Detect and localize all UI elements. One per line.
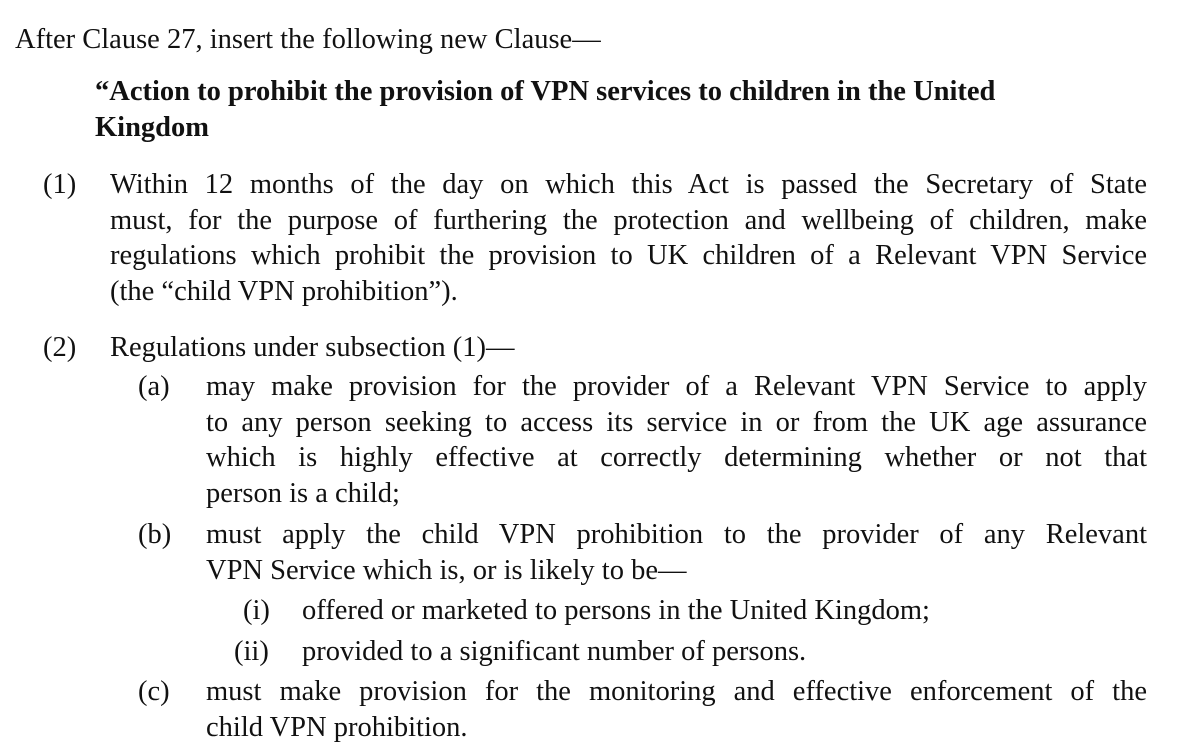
subsection-1-line: Within 12 months of the day on which this Act is passed the Secretary of State	[110, 169, 1147, 200]
clause-heading	[95, 74, 1155, 146]
paragraph-b-label: (b)	[138, 519, 172, 550]
subsection-1-text	[110, 167, 1147, 309]
paragraph-c-label: (c)	[138, 676, 170, 707]
paragraph-c-text	[206, 674, 1147, 745]
paragraph-c-line: must make provision for the monitoring and effective enforcement of the	[206, 676, 1147, 707]
paragraph-a-line: person is a child;	[206, 477, 400, 509]
paragraph-a-line: may make provision for the provider of a Relevant VPN Service to apply	[206, 371, 1147, 402]
paragraph-b-line: must apply the child VPN prohibition to the provider of any Relevant	[206, 519, 1147, 550]
paragraph-b-text	[206, 517, 1147, 588]
clause-heading-line-2: Kingdom	[95, 112, 210, 143]
paragraph-a-line: to any person seeking to access its service in or from the UK age assurance	[206, 406, 1147, 438]
subsection-1-line: (the “child VPN prohibition”).	[110, 275, 458, 307]
subsection-1-number: (1)	[43, 169, 77, 200]
subsection-1-line: regulations which prohibit the provision to UK children of a Relevant VPN Service	[110, 240, 1147, 271]
paragraph-a-line: which is highly effective at correctly determining whether or not that	[206, 442, 1147, 473]
subparagraph-ii-text: provided to a significant number of persons.	[302, 636, 807, 667]
subparagraph-i-text: offered or marketed to persons in the United Kingdom;	[302, 595, 930, 626]
subparagraph-ii-label: (ii)	[234, 636, 269, 667]
subparagraph-i-label: (i)	[243, 595, 270, 626]
subsection-1-line: must, for the purpose of furthering the protection and wellbeing of children, make	[110, 204, 1147, 236]
paragraph-a-text	[206, 369, 1147, 511]
paragraph-b-line: VPN Service which is, or is likely to be—	[206, 554, 687, 586]
subsection-2-number: (2)	[43, 332, 77, 363]
amendment-instruction: After Clause 27, insert the following new Clause—	[15, 24, 601, 55]
paragraph-c-line: child VPN prohibition.	[206, 711, 468, 743]
paragraph-a-label: (a)	[138, 371, 170, 402]
subsection-2-intro: Regulations under subsection (1)—	[110, 332, 515, 363]
clause-heading-line-1: “Action to prohibit the provision of VPN services to children in the United	[95, 76, 996, 107]
